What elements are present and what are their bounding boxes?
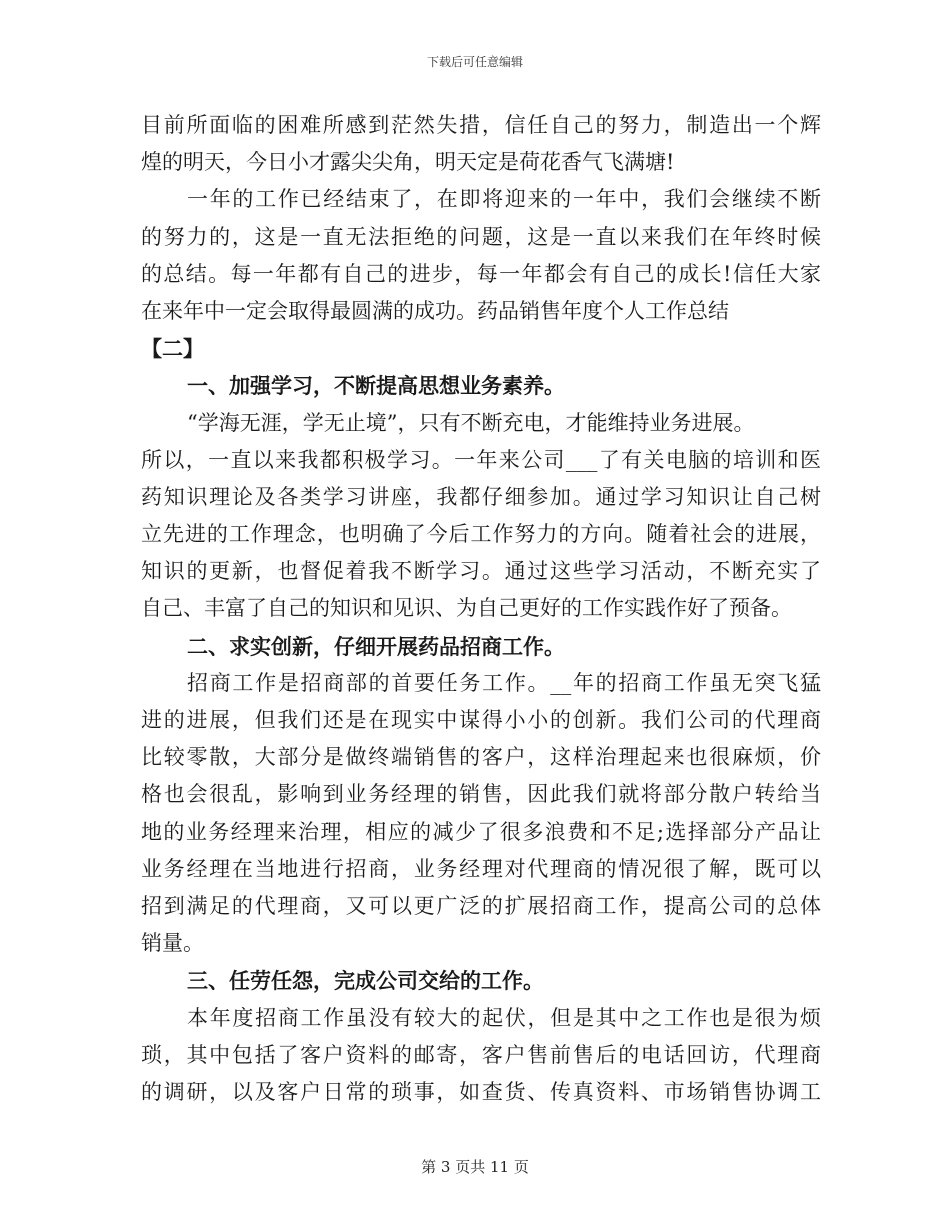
body-line: 药知识理论及各类学习讲座，我都仔细参加。通过学习知识让自己树 xyxy=(141,484,821,509)
body-line: 琐，其中包括了客户资料的邮寄，客户售前售后的电话回访，代理商 xyxy=(141,1042,821,1067)
body-line: 的总结。每一年都有自己的进步，每一年都会有自己的成长!信任大家 xyxy=(141,261,821,286)
page-header: 下载后可任意编辑 xyxy=(426,55,523,69)
body-line: 业务经理在当地进行招商，业务经理对代理商的情况很了解，既可以 xyxy=(141,856,821,881)
body-line: 格也会很乱，影响到业务经理的销售，因此我们就将部分散户转给当 xyxy=(141,782,821,807)
body-line: 的调研，以及客户日常的琐事，如查货、传真资料、市场销售协调工 xyxy=(141,1079,821,1104)
body-line: 所以，一直以来我都积极学习。一年来公司___了有关电脑的培训和医 xyxy=(141,447,821,472)
body-line: 比较零散，大部分是做终端销售的客户，这样治理起来也很麻烦，价 xyxy=(141,745,821,770)
section-heading: 二、求实创新，仔细开展药品招商工作。 xyxy=(187,633,565,659)
body-line: 自己、丰富了自己的知识和见识、为自己更好的工作实践作好了预备。 xyxy=(141,596,792,621)
section-label: 【二】 xyxy=(141,336,204,362)
body-line: 目前所面临的困难所感到茫然失措，信任自己的努力，制造出一个辉 xyxy=(141,113,821,137)
body-line: “学海无涯，学无止境”，只有不断充电，才能维持业务进展。 xyxy=(187,410,755,435)
body-line: 立先进的工作理念，也明确了今后工作努力的方向。随着社会的进展， xyxy=(141,522,821,547)
body-line: 招到满足的代理商，又可以更广泛的扩展招商工作，提高公司的总体 xyxy=(141,893,821,918)
document-body xyxy=(141,107,821,1111)
body-line: 的努力的，这是一直无法拒绝的问题，这是一直以来我们在年终时候 xyxy=(141,224,821,249)
page-footer: 第 3 页共 11 页 xyxy=(421,1158,529,1176)
body-line: 招商工作是招商部的首要任务工作。__年的招商工作虽无突飞猛 xyxy=(187,670,821,695)
body-line: 销量。 xyxy=(141,931,204,956)
body-line: 一年的工作已经结束了，在即将迎来的一年中，我们会继续不断 xyxy=(187,187,821,212)
body-line: 在来年中一定会取得最圆满的成功。药品销售年度个人工作总结 xyxy=(141,298,729,323)
section-heading: 一、加强学习，不断提高思想业务素养。 xyxy=(187,373,565,399)
section-heading: 三、任劳任怨，完成公司交给的工作。 xyxy=(187,968,544,994)
body-line: 煌的明天，今日小才露尖尖角，明天定是荷花香气飞满塘! xyxy=(141,150,675,175)
body-line: 进的进展，但我们还是在现实中谋得小小的创新。我们公司的代理商 xyxy=(141,708,821,732)
body-line: 地的业务经理来治理，相应的减少了很多浪费和不足;选择部分产品让 xyxy=(141,819,821,844)
body-line: 知识的更新，也督促着我不断学习。通过这些学习活动，不断充实了 xyxy=(141,559,821,584)
body-line: 本年度招商工作虽没有较大的起伏，但是其中之工作也是很为烦 xyxy=(187,1005,821,1030)
